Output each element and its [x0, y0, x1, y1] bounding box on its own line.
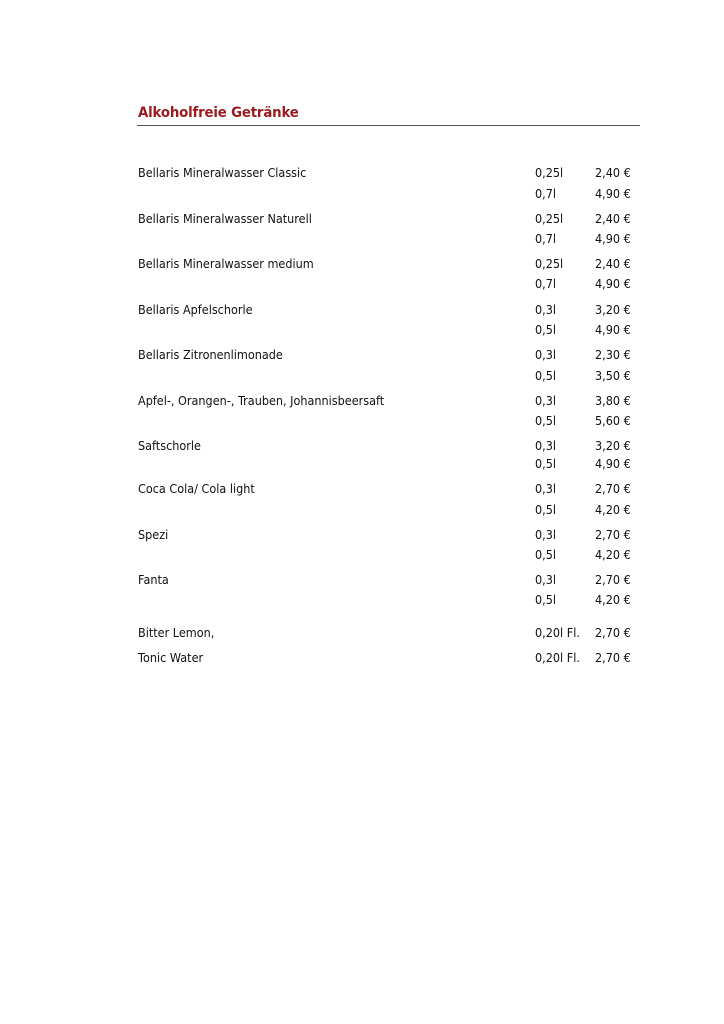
item-price: 3,80 €	[595, 393, 631, 408]
item-price: 4,90 €	[595, 276, 631, 291]
item-price: 3,20 €	[595, 302, 631, 317]
item-price: 2,70 €	[595, 572, 631, 587]
item-price: 2,70 €	[595, 481, 631, 496]
item-name: Bellaris Mineralwasser Naturell	[138, 211, 312, 226]
item-price: 2,70 €	[595, 650, 631, 665]
item-price: 2,70 €	[595, 625, 631, 640]
item-size: 0,5l	[535, 413, 557, 428]
item-price: 2,40 €	[595, 256, 631, 271]
item-price: 2,70 €	[595, 527, 631, 542]
item-name: Spezi	[138, 527, 169, 542]
item-price: 4,90 €	[595, 322, 631, 337]
item-size: 0,25l	[535, 165, 564, 180]
item-size: 0,3l	[535, 572, 557, 587]
item-size: 0,3l	[535, 347, 557, 362]
item-size: 0,3l	[535, 481, 557, 496]
item-size: 0,25l	[535, 256, 564, 271]
item-name: Saftschorle	[138, 438, 201, 453]
item-size: 0,3l	[535, 438, 557, 453]
title-underline	[137, 125, 640, 126]
item-price: 3,50 €	[595, 368, 631, 383]
item-price: 4,90 €	[595, 186, 631, 201]
section-title: Alkoholfreie Getränke	[138, 105, 299, 121]
item-size: 0,20l Fl.	[535, 650, 580, 665]
item-name: Tonic Water	[138, 650, 204, 665]
item-size: 0,7l	[535, 231, 557, 246]
item-price: 2,30 €	[595, 347, 631, 362]
item-name: Bellaris Zitronenlimonade	[138, 347, 283, 362]
item-name: Coca Cola/ Cola light	[138, 481, 255, 496]
item-size: 0,5l	[535, 322, 557, 337]
item-price: 2,40 €	[595, 165, 631, 180]
item-name: Bitter Lemon,	[138, 625, 215, 640]
item-price: 5,60 €	[595, 413, 631, 428]
item-size: 0,5l	[535, 547, 557, 562]
item-size: 0,7l	[535, 186, 557, 201]
item-size: 0,5l	[535, 592, 557, 607]
item-size: 0,5l	[535, 368, 557, 383]
item-price: 4,20 €	[595, 592, 631, 607]
item-size: 0,3l	[535, 527, 557, 542]
item-size: 0,25l	[535, 211, 564, 226]
item-name: Bellaris Mineralwasser Classic	[138, 165, 307, 180]
item-size: 0,5l	[535, 456, 557, 471]
item-size: 0,7l	[535, 276, 557, 291]
item-price: 4,20 €	[595, 502, 631, 517]
item-name: Fanta	[138, 572, 169, 587]
item-price: 4,90 €	[595, 231, 631, 246]
item-size: 0,3l	[535, 393, 557, 408]
item-size: 0,3l	[535, 302, 557, 317]
item-name: Bellaris Mineralwasser medium	[138, 256, 314, 271]
item-name: Apfel-, Orangen-, Trauben, Johannisbeersaft	[138, 393, 385, 408]
item-price: 2,40 €	[595, 211, 631, 226]
item-size: 0,5l	[535, 502, 557, 517]
item-size: 0,20l Fl.	[535, 625, 580, 640]
item-price: 4,20 €	[595, 547, 631, 562]
item-price: 3,20 €	[595, 438, 631, 453]
item-name: Bellaris Apfelschorle	[138, 302, 253, 317]
item-price: 4,90 €	[595, 456, 631, 471]
